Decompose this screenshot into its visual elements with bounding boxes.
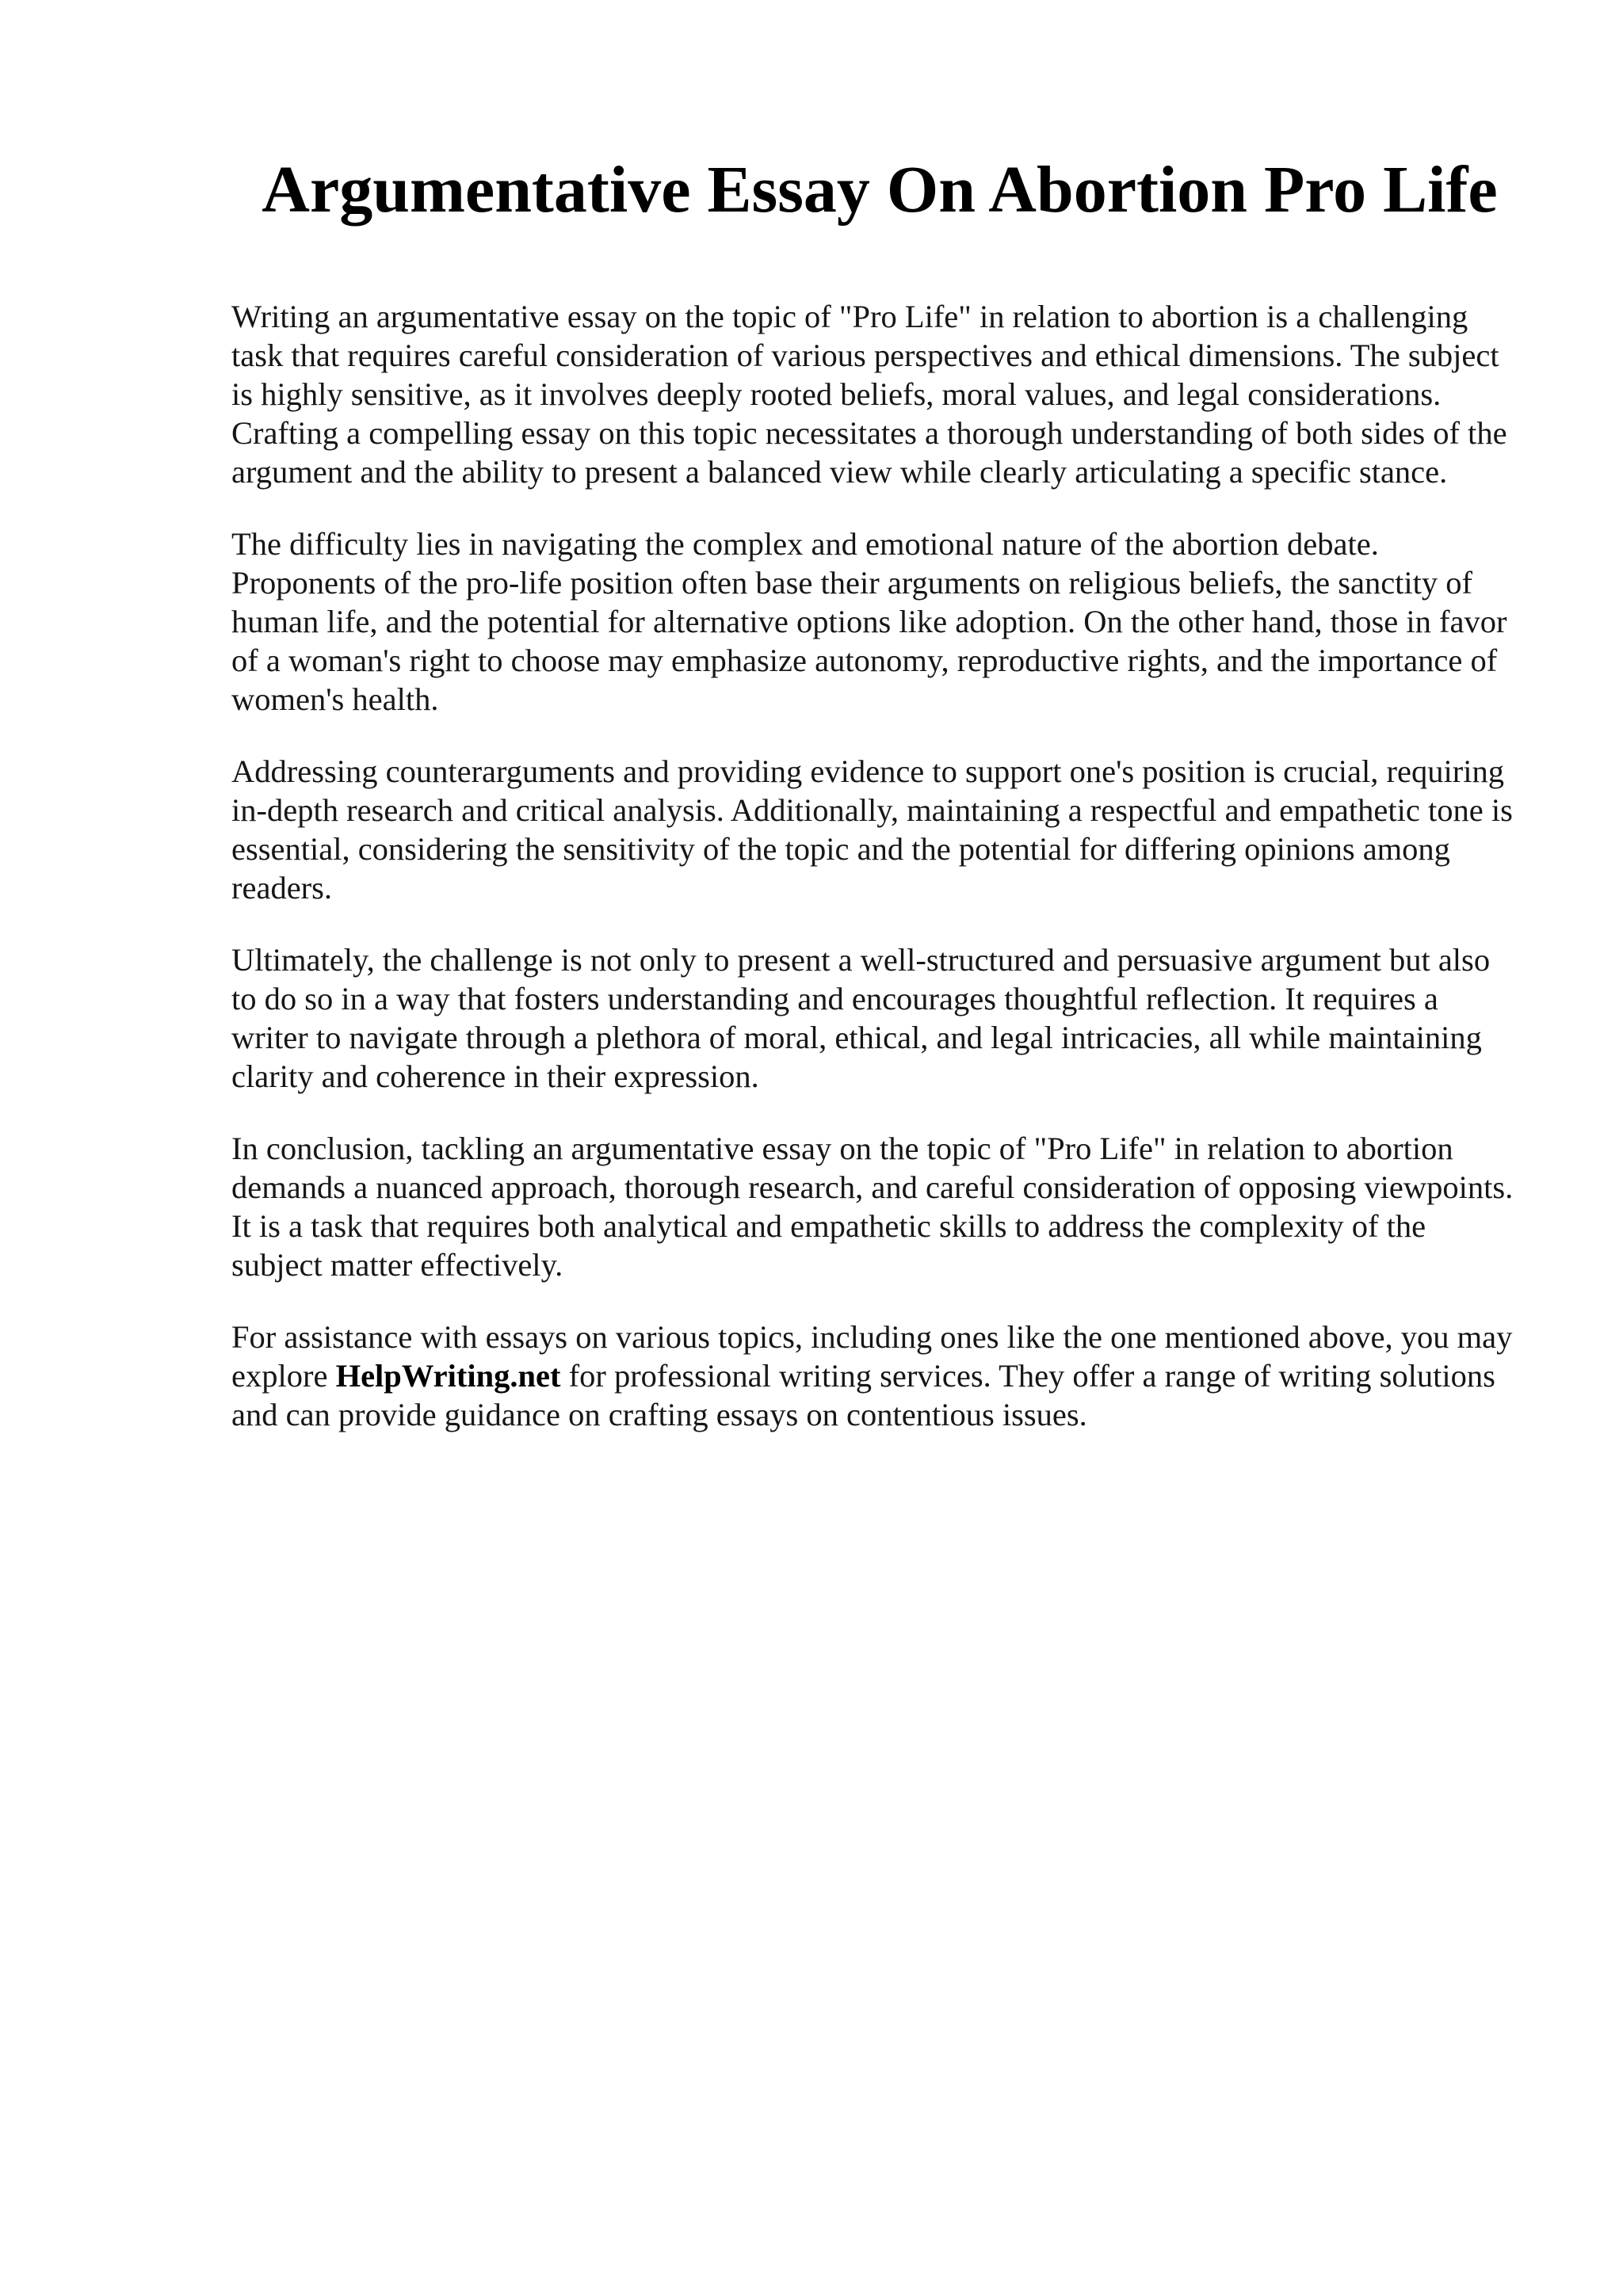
- paragraph-conclusion: In conclusion, tackling an argumentative essay on the topic of "Pro Life" in relation to abortion demands a nuanced approach, thorough research, and careful consideration of opposing viewpoints. It is a task that requires both analytical and empathetic skills to address the complexity of the subject matter effectively.: [231, 1131, 1514, 1283]
- paragraph-closing: [231, 1318, 1515, 1434]
- paragraph-intro: Writing an argumentative essay on the topic of "Pro Life" in relation to abortion is a challenging task that requires careful consideration of various perspectives and ethical dimensions. The subject is highly sensitive, as it involves deeply rooted beliefs, moral values, and legal considerations. Crafting a compelling essay on this topic necessitates a thorough understanding of both sides of the argument and the ability to present a balanced view while clearly articulating a specific stance.: [231, 299, 1507, 490]
- paragraph-counterarguments: Addressing counterarguments and providing evidence to support one's position is crucial, requiring in-depth research and critical analysis. Additionally, maintaining a respectful and empathetic tone is essential, considering the sensitivity of the topic and the potential for differing opinions among readers.: [231, 753, 1513, 906]
- paragraph-challenge: Ultimately, the challenge is not only to present a well-structured and persuasive argument but also to do so in a way that fosters understanding and encourages thoughtful reflection. It requires a writer to navigate through a plethora of moral, ethical, and legal intricacies, all while maintaining clarity and coherence in their expression.: [231, 942, 1491, 1094]
- document-title: Argumentative Essay On Abortion Pro Life: [262, 153, 1498, 227]
- closing-text-after: for professional writing services. They offer a range of writing solutions and can provide guidance on crafting essays on contentious issues.: [231, 1358, 1495, 1432]
- paragraph-difficulty: The difficulty lies in navigating the complex and emotional nature of the abortion debate. Proponents of the pro-life position often base their arguments on religious beliefs, the sanctity of human life, and the potential for alternative options like adoption. On the other hand, those in favor of a woman's right to choose may emphasize autonomy, reproductive rights, and the importance of women's health.: [231, 526, 1507, 717]
- document-body: [231, 297, 1515, 1467]
- closing-text-before: For assistance with essays on various topics, including ones like the one mentioned above, you may explore: [231, 1319, 1513, 1394]
- helpwriting-link[interactable]: HelpWriting.net: [335, 1358, 561, 1394]
